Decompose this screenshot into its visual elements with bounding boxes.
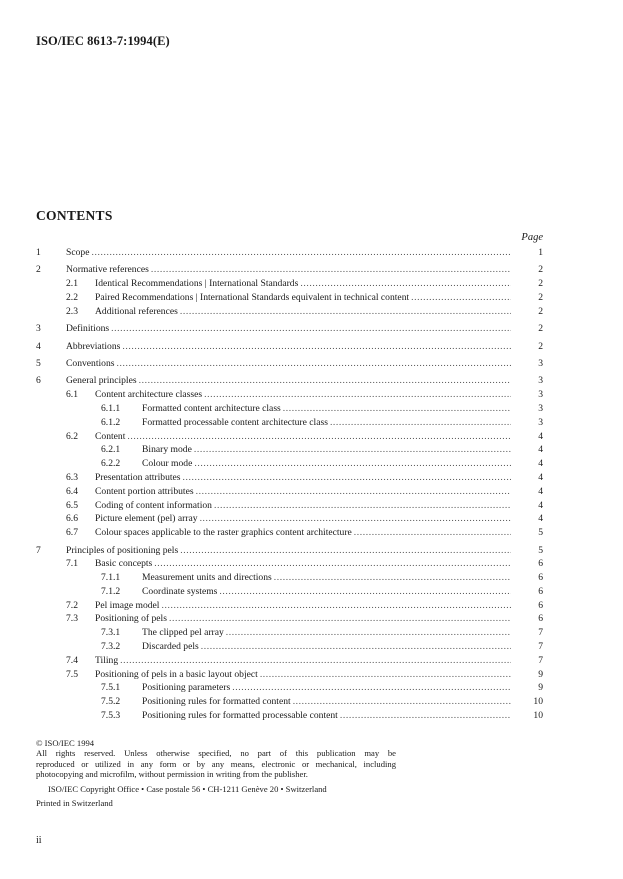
copyright-office: ISO/IEC Copyright Office • Case postale 56 • CH-1211 Genève 20 • Switzerland (48, 783, 327, 794)
dot-leader (293, 695, 511, 709)
toc-entry-number: 2 (36, 264, 41, 276)
toc-entry-title: Positioning of pels (95, 613, 167, 625)
toc-entry (0, 526, 623, 540)
dot-leader (300, 277, 511, 291)
toc-entry-title-wrap (95, 291, 511, 305)
dot-leader (91, 246, 511, 260)
toc-entry-page: 7 (538, 654, 543, 666)
toc-entry-number: 6.2.1 (101, 444, 121, 456)
toc-entry-page: 6 (538, 572, 543, 584)
toc-entry-title: Conventions (66, 357, 115, 369)
toc-entry-page: 2 (538, 278, 543, 290)
toc-entry-number: 4 (36, 340, 41, 352)
dot-leader (232, 681, 511, 695)
toc-entry-number: 2.1 (66, 278, 78, 290)
toc-entry-title: Scope (66, 247, 90, 258)
toc-entry-title-wrap (95, 430, 511, 444)
table-of-contents (0, 246, 623, 723)
toc-entry-title: Colour mode (142, 458, 193, 470)
toc-entry-page: 4 (538, 471, 543, 483)
page-column-label: Page (521, 232, 543, 243)
toc-entry-title: Pel image model (95, 599, 160, 611)
toc-entry-number: 5 (36, 357, 41, 369)
printed-in: Printed in Switzerland (36, 798, 113, 809)
toc-entry (0, 557, 623, 571)
toc-entry-title: Additional references (95, 305, 178, 317)
toc-entry-title: Content portion attributes (95, 485, 194, 497)
dot-leader (196, 485, 511, 499)
toc-entry (0, 640, 623, 654)
dot-leader (151, 263, 511, 277)
toc-entry-title: Discarded pels (142, 641, 199, 653)
toc-entry-page: 3 (538, 375, 543, 387)
toc-entry-number: 6.7 (66, 527, 78, 539)
dot-leader (330, 416, 511, 430)
toc-entry (0, 291, 623, 305)
toc-entry-page: 4 (538, 444, 543, 456)
dot-leader (194, 457, 511, 471)
contents-heading: CONTENTS (36, 208, 113, 223)
toc-entry-title-wrap (95, 471, 511, 485)
dot-leader (180, 544, 511, 558)
toc-entry-number: 6.4 (66, 485, 78, 497)
toc-entry-title: Positioning parameters (142, 682, 231, 694)
dot-leader (183, 471, 511, 485)
toc-entry (0, 430, 623, 444)
toc-entry-title: Formatted processable content architecture class (142, 416, 328, 428)
toc-entry-title: The clipped pel array (142, 627, 224, 639)
toc-entry (0, 277, 623, 291)
dot-leader (219, 585, 511, 599)
toc-entry-title-wrap (95, 654, 511, 668)
dot-leader (411, 291, 511, 305)
dot-leader (154, 557, 511, 571)
toc-entry (0, 512, 623, 526)
toc-entry-title: General principles (66, 375, 137, 387)
dot-leader (161, 599, 511, 613)
toc-entry-number: 7.1 (66, 558, 78, 570)
toc-entry-title: Normative references (66, 264, 149, 276)
rights-line: All rights reserved. Unless otherwise specified, no part of this publication may be (36, 748, 396, 759)
toc-entry (0, 246, 623, 260)
dot-leader (340, 709, 511, 723)
toc-entry-title-wrap (142, 640, 511, 654)
toc-entry-page: 4 (538, 485, 543, 497)
toc-entry-number: 6.6 (66, 513, 78, 525)
toc-entry-number: 3 (36, 323, 41, 335)
toc-entry-number: 7.3 (66, 613, 78, 625)
dot-leader (274, 571, 511, 585)
toc-entry-title-wrap (95, 512, 511, 526)
toc-entry-title: Formatted content architecture class (142, 402, 281, 414)
toc-entry-page: 9 (538, 682, 543, 694)
toc-entry-title-wrap (142, 457, 511, 471)
toc-entry-number: 6.1.2 (101, 416, 121, 428)
toc-entry-number: 7.5.1 (101, 682, 121, 694)
toc-entry-title: Principles of positioning pels (66, 544, 179, 556)
toc-entry (0, 499, 623, 513)
toc-entry (0, 388, 623, 402)
toc-entry-number: 6.3 (66, 471, 78, 483)
toc-entry-title-wrap (142, 681, 511, 695)
toc-entry-number: 6 (36, 375, 41, 387)
toc-entry-number: 7.4 (66, 654, 78, 666)
dot-leader (169, 612, 511, 626)
toc-entry (0, 357, 623, 371)
toc-entry-title: Positioning rules for formatted content (142, 696, 291, 708)
toc-entry (0, 612, 623, 626)
toc-entry-number: 1 (36, 247, 41, 258)
toc-entry-title-wrap (95, 557, 511, 571)
toc-entry-title: Presentation attributes (95, 471, 181, 483)
toc-entry-page: 5 (538, 544, 543, 556)
toc-entry-title-wrap (95, 485, 511, 499)
toc-entry (0, 571, 623, 585)
toc-entry-title-wrap (66, 340, 511, 354)
dot-leader (354, 526, 511, 540)
toc-entry-title-wrap (95, 499, 511, 513)
dot-leader (120, 654, 511, 668)
toc-entry (0, 599, 623, 613)
toc-entry-page: 10 (533, 710, 543, 722)
dot-leader (204, 388, 511, 402)
dot-leader (200, 512, 511, 526)
toc-entry-number: 7.5.3 (101, 710, 121, 722)
dot-leader (226, 626, 511, 640)
document-identifier: ISO/IEC 8613-7:1994(E) (36, 34, 170, 48)
toc-entry-title-wrap (142, 626, 511, 640)
toc-entry (0, 471, 623, 485)
toc-entry-title: Binary mode (142, 444, 192, 456)
toc-entry-page: 3 (538, 389, 543, 401)
toc-entry-title: Content (95, 430, 126, 442)
toc-entry-title-wrap (66, 322, 511, 336)
dot-leader (214, 499, 511, 513)
toc-entry (0, 457, 623, 471)
toc-entry-number: 7.3.1 (101, 627, 121, 639)
toc-entry-title-wrap (142, 443, 511, 457)
toc-entry (0, 668, 623, 682)
toc-entry (0, 322, 623, 336)
toc-entry-title-wrap (66, 357, 511, 371)
toc-entry-page: 2 (538, 323, 543, 335)
toc-entry-title-wrap (66, 544, 511, 558)
toc-entry-title-wrap (95, 277, 511, 291)
toc-entry-number: 7.1.2 (101, 585, 121, 597)
toc-entry-title-wrap (142, 402, 511, 416)
toc-entry-page: 2 (538, 264, 543, 276)
toc-entry-title: Basic concepts (95, 558, 153, 570)
dot-leader (117, 357, 511, 371)
toc-entry-number: 6.1 (66, 389, 78, 401)
toc-entry-page: 5 (538, 527, 543, 539)
page-number: ii (36, 835, 42, 846)
dot-leader (139, 374, 511, 388)
toc-entry-number: 7.5.2 (101, 696, 121, 708)
copyright-line: © ISO/IEC 1994 (36, 738, 95, 748)
toc-entry-number: 7 (36, 544, 41, 556)
toc-entry (0, 374, 623, 388)
toc-entry-page: 4 (538, 430, 543, 442)
dot-leader (260, 668, 511, 682)
toc-entry (0, 654, 623, 668)
toc-entry-page: 2 (538, 291, 543, 303)
toc-entry-page: 9 (538, 668, 543, 680)
toc-entry-title-wrap (95, 668, 511, 682)
toc-entry-title-wrap (66, 246, 511, 260)
toc-entry-page: 7 (538, 641, 543, 653)
toc-entry (0, 402, 623, 416)
toc-entry (0, 305, 623, 319)
toc-entry-number: 7.2 (66, 599, 78, 611)
toc-entry-page: 6 (538, 613, 543, 625)
toc-entry-title: Content architecture classes (95, 389, 203, 401)
toc-entry-title-wrap (95, 388, 511, 402)
toc-entry-title-wrap (142, 416, 511, 430)
toc-entry-title: Identical Recommendations | International Standards (95, 278, 299, 290)
toc-entry-number: 7.1.1 (101, 572, 121, 584)
toc-entry (0, 585, 623, 599)
toc-entry-page: 2 (538, 305, 543, 317)
toc-entry-page: 3 (538, 357, 543, 369)
toc-entry-page: 4 (538, 513, 543, 525)
toc-entry-title-wrap (66, 374, 511, 388)
toc-entry (0, 709, 623, 723)
toc-entry-number: 7.5 (66, 668, 78, 680)
toc-entry-title: Colour spaces applicable to the raster graphics content architecture (95, 527, 352, 539)
toc-entry-page: 6 (538, 585, 543, 597)
toc-entry (0, 485, 623, 499)
toc-entry-page: 2 (538, 340, 543, 352)
toc-entry-number: 7.3.2 (101, 641, 121, 653)
toc-entry-title-wrap (66, 263, 511, 277)
toc-entry-title: Measurement units and directions (142, 572, 272, 584)
dot-leader (122, 340, 511, 354)
toc-entry-page: 4 (538, 458, 543, 470)
toc-entry-title: Positioning rules for formatted processable content (142, 710, 338, 722)
toc-entry (0, 443, 623, 457)
toc-entry-page: 3 (538, 402, 543, 414)
toc-entry-title-wrap (142, 585, 511, 599)
toc-entry-number: 6.2 (66, 430, 78, 442)
toc-entry (0, 416, 623, 430)
toc-entry (0, 544, 623, 558)
dot-leader (201, 640, 511, 654)
dot-leader (111, 322, 511, 336)
copyright-notice (36, 738, 396, 808)
toc-entry-title: Definitions (66, 323, 110, 335)
toc-entry-title: Coding of content information (95, 499, 212, 511)
toc-entry-title-wrap (142, 695, 511, 709)
toc-entry-page: 7 (538, 627, 543, 639)
toc-entry-title-wrap (95, 526, 511, 540)
toc-entry-title-wrap (142, 571, 511, 585)
toc-entry-number: 6.2.2 (101, 458, 121, 470)
toc-entry (0, 263, 623, 277)
dot-leader (127, 430, 511, 444)
dot-leader (283, 402, 511, 416)
toc-entry-number: 6.1.1 (101, 402, 121, 414)
toc-entry-title: Positioning of pels in a basic layout object (95, 668, 258, 680)
toc-entry-title-wrap (95, 612, 511, 626)
toc-entry-title-wrap (95, 599, 511, 613)
toc-entry-title-wrap (142, 709, 511, 723)
toc-entry-page: 1 (538, 247, 543, 258)
toc-entry-title: Tiling (95, 654, 119, 666)
toc-entry-number: 6.5 (66, 499, 78, 511)
toc-entry-title: Abbreviations (66, 340, 121, 352)
rights-line: photocopying and microfilm, without permission in writing from the publisher. (36, 769, 308, 780)
toc-entry-number: 2.2 (66, 291, 78, 303)
dot-leader (180, 305, 511, 319)
dot-leader (194, 443, 511, 457)
toc-entry-title: Coordinate systems (142, 585, 218, 597)
toc-entry-page: 4 (538, 499, 543, 511)
toc-entry-number: 2.3 (66, 305, 78, 317)
rights-line: reproduced or utilized in any form or by any means, electronic or mechanical, including (36, 758, 396, 769)
toc-entry-title: Paired Recommendations | International Standards equivalent in technical content (95, 291, 410, 303)
toc-entry-title-wrap (95, 305, 511, 319)
toc-entry-title: Picture element (pel) array (95, 513, 198, 525)
toc-entry (0, 695, 623, 709)
toc-entry-page: 6 (538, 599, 543, 611)
toc-entry-page: 10 (533, 696, 543, 708)
toc-entry-page: 3 (538, 416, 543, 428)
toc-entry (0, 626, 623, 640)
toc-entry (0, 681, 623, 695)
toc-entry-page: 6 (538, 558, 543, 570)
toc-entry (0, 340, 623, 354)
